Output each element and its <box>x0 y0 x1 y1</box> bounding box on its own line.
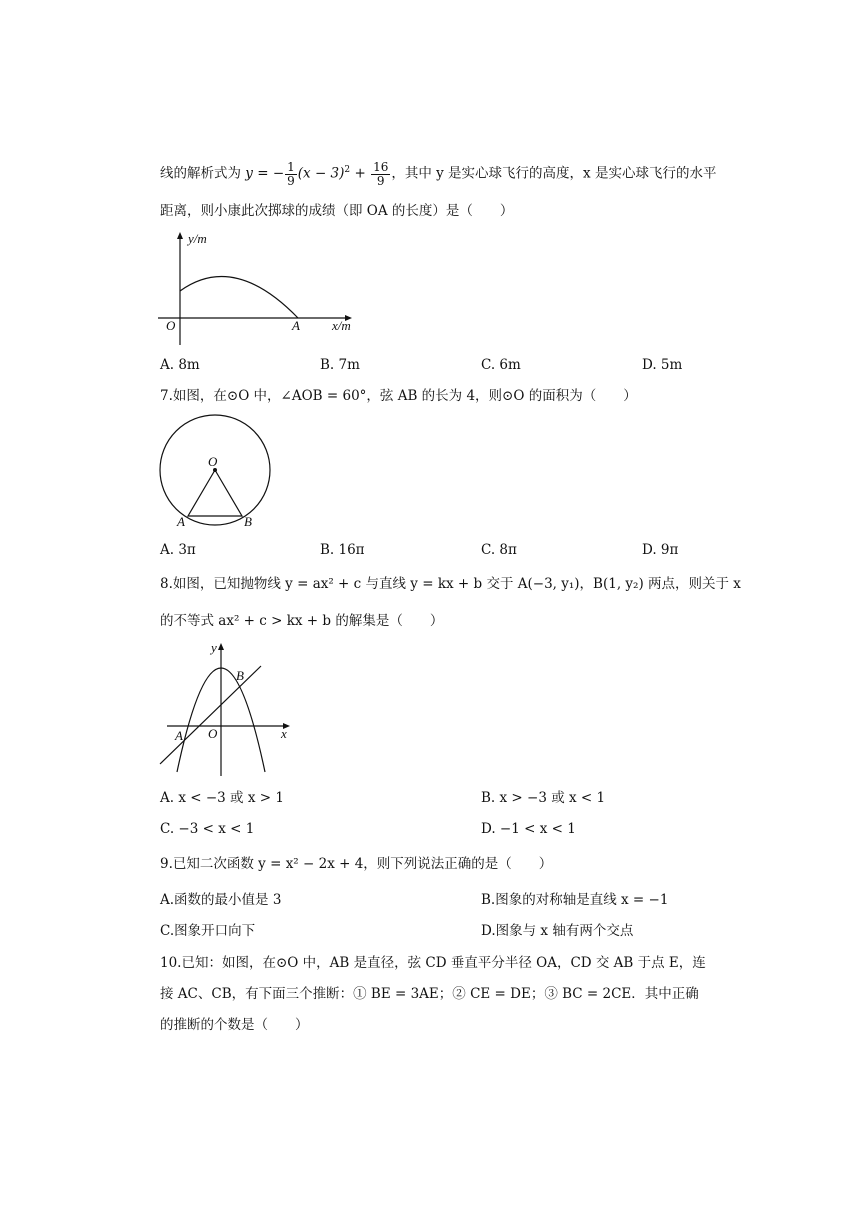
q9-option-b[interactable]: B.图象的对称轴是直线 x = −1 <box>481 892 669 908</box>
q8-option-a[interactable]: A. x < −3 或 x > 1 <box>160 790 284 806</box>
q8-y-arrow <box>218 643 224 650</box>
q8-option-b[interactable]: B. x > −3 或 x < 1 <box>481 790 606 806</box>
q7-option-c[interactable]: C. 8π <box>481 542 517 558</box>
q6-fraction-2 <box>371 161 390 188</box>
q9-option-d[interactable]: D.图象与 x 轴有两个交点 <box>481 923 634 939</box>
q7-option-d[interactable]: D. 9π <box>642 542 679 558</box>
q9-stem: 9.已知二次函数 y = x² − 2x + 4，则下列说法正确的是（ ） <box>160 856 553 872</box>
q8-point-a-label: A <box>175 728 183 743</box>
q6-frac2-num: 16 <box>373 159 389 174</box>
q6-parabola <box>180 277 298 318</box>
q6-figure <box>158 230 378 350</box>
q10-stem-line2: 接 AC、CB，有下面三个推断：① BE = 3AE；② CE = DE；③ BC = 2CE．其中正确 <box>160 986 699 1002</box>
q9-option-c[interactable]: C.图象开口向下 <box>160 923 256 939</box>
q7-point-a-label: A <box>177 514 185 529</box>
q7-figure <box>155 410 285 535</box>
q6-stem-line2: 距离，则小康此次掷球的成绩（即 OA 的长度）是（ ） <box>160 203 514 219</box>
q7-triangle <box>188 470 242 516</box>
q6-origin-label: O <box>166 318 176 333</box>
q6-stem-text-a: 线的解析式为 <box>160 165 241 182</box>
q8-option-c[interactable]: C. −3 < x < 1 <box>160 821 255 837</box>
q8-line <box>160 666 261 764</box>
q7-center-label: O <box>208 454 218 469</box>
q6-point-a-label: A <box>292 318 300 333</box>
q7-point-b-label: B <box>244 514 252 529</box>
q8-option-d[interactable]: D. −1 < x < 1 <box>481 821 576 837</box>
q6-frac1-num: 1 <box>287 159 295 174</box>
q6-formula-exp: 2 <box>344 165 351 175</box>
q8-y-label: y <box>211 640 217 655</box>
q6-stem-text-b: ，其中 y 是实心球飞行的高度，x 是实心球飞行的水平 <box>391 165 717 182</box>
q6-option-d[interactable]: D. 5m <box>642 357 683 373</box>
q7-option-a[interactable]: A. 3π <box>160 542 196 558</box>
q6-stem-line1 <box>160 160 716 188</box>
q8-figure <box>155 640 295 780</box>
q6-y-label: y/m <box>188 231 207 246</box>
q8-x-label: x <box>281 726 287 741</box>
q6-x-label: x/m <box>332 318 351 333</box>
q10-stem-line3: 的推断的个数是（ ） <box>160 1017 309 1033</box>
q8-point-b-label: B <box>236 668 244 683</box>
q10-stem-line1: 10.已知：如图，在⊙O 中，AB 是直径，弦 CD 垂直平分半径 OA，CD 交 AB 于点 E，连 <box>160 955 706 971</box>
q6-frac1-den: 9 <box>287 173 295 188</box>
q6-option-c[interactable]: C. 6m <box>481 357 521 373</box>
q6-formula-a: y = − <box>245 165 285 182</box>
q8-origin-label: O <box>208 726 218 741</box>
q6-formula-plus: + <box>350 165 371 182</box>
q6-frac2-den: 9 <box>376 173 385 188</box>
q6-option-a[interactable]: A. 8m <box>160 357 200 373</box>
q7-option-b[interactable]: B. 16π <box>320 542 365 558</box>
q6-formula-b: (x − 3) <box>297 165 345 182</box>
q7-stem: 7.如图，在⊙O 中，∠AOB = 60°，弦 AB 的长为 4，则⊙O 的面积为（ ） <box>160 388 637 404</box>
q9-option-a[interactable]: A.函数的最小值是 3 <box>160 892 282 908</box>
q8-stem-line2: 的不等式 ax² + c > kx + b 的解集是（ ） <box>160 613 444 629</box>
q6-y-arrow <box>177 232 183 239</box>
q6-fraction-1 <box>285 161 297 188</box>
q8-stem-line1: 8.如图，已知抛物线 y = ax² + c 与直线 y = kx + b 交于 A(−3, y₁)，B(1, y₂) 两点，则关于 x <box>160 576 741 592</box>
q6-option-b[interactable]: B. 7m <box>320 357 360 373</box>
